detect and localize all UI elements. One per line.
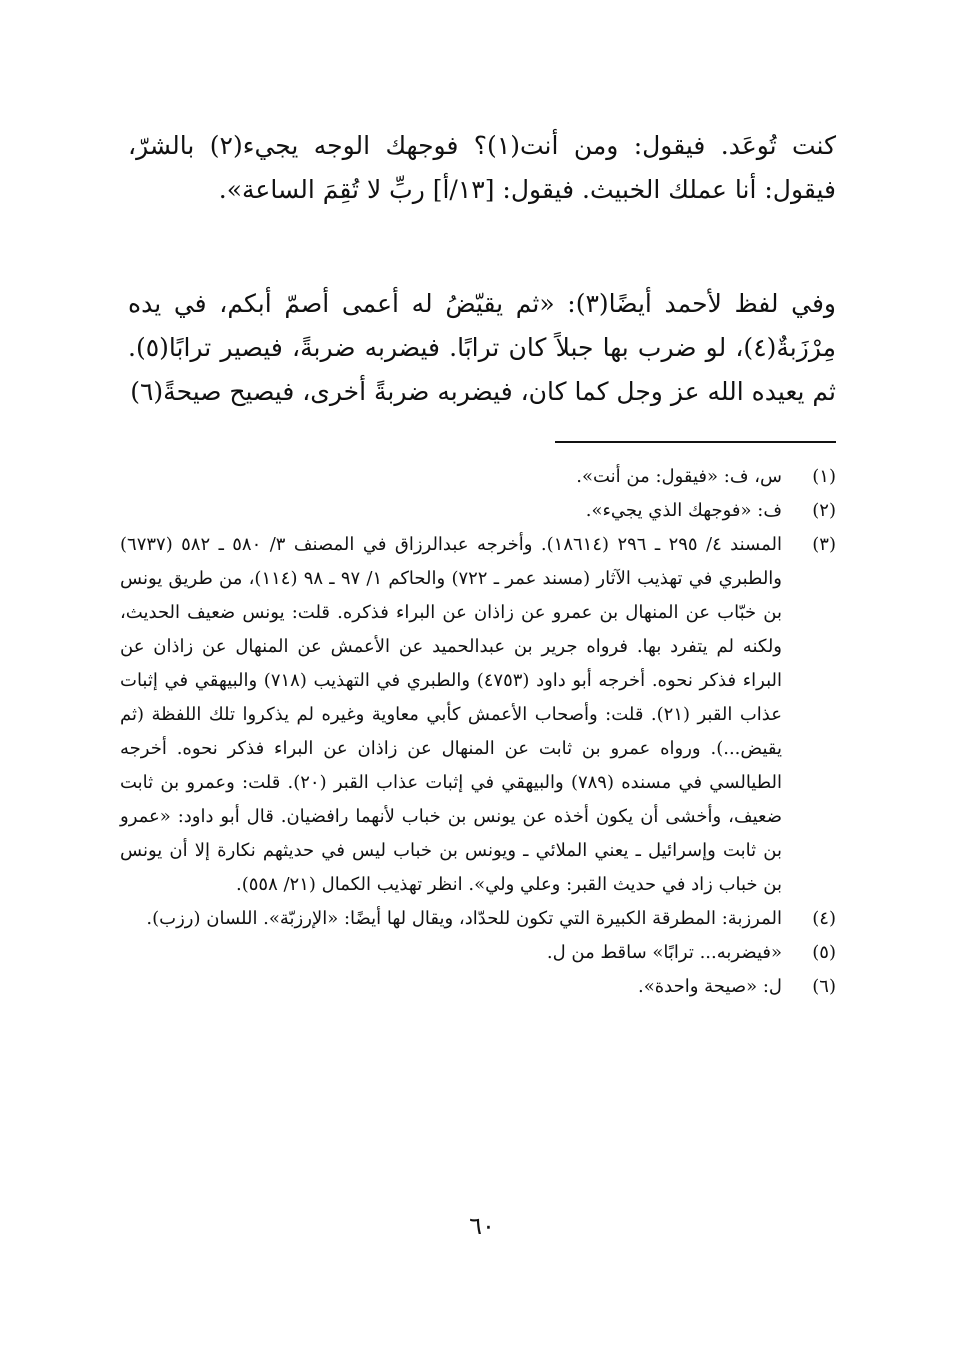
body-paragraph-1 — [128, 124, 836, 212]
footnote-number: (١) — [812, 466, 836, 487]
footnote-text: المرزبة: المطرقة الكبيرة التي تكون للحدّاد، ويقال لها أيضًا: «الإرزبّة». اللسان (رزب). — [146, 908, 782, 929]
body-paragraph-1-text: كنت تُوعَد. فيقول: ومن أنت(١)؟ فوجهك الوجه يجيء(٢) بالشرّ، فيقول: أنا عملك الخبيث. فيقول: [١٣/أ] ربِّ لا تُقِمَ الساعة». — [128, 131, 836, 204]
footnote-text: «فيضربه... ترابًا» ساقط من ل. — [546, 942, 782, 963]
footnote-2 — [120, 494, 836, 528]
footnote-6 — [120, 970, 836, 1004]
footnote-1 — [120, 460, 836, 494]
footnote-number: (٤) — [812, 908, 836, 929]
footnote-text: ف: «فوجهك الذي يجيء». — [585, 500, 782, 521]
footnotes — [120, 460, 836, 1004]
footnote-number: (٦) — [812, 976, 836, 997]
footnote-4 — [120, 902, 836, 936]
footnote-number: (٥) — [812, 942, 836, 963]
footnote-separator — [555, 441, 836, 443]
footnote-text: س، ف: «فيقول: من أنت». — [576, 466, 782, 487]
body-paragraph-2 — [128, 282, 836, 414]
footnote-5 — [120, 936, 836, 970]
body-paragraph-2-text: وفي لفظ لأحمد أيضًا(٣): «ثم يقيّضُ له أعمى أصمّ أبكم، في يده مِرْزَبةٌ(٤)، لو ضرب بها جبلاً كان ترابًا. فيضربه ضربةً، فيصير ترابًا(٥). ثم يعيده الله عز وجل كما كان، فيضربه ضربةً أخرى، فيصيح صيحةً(٦) — [128, 289, 836, 406]
footnote-number: (٣) — [812, 534, 836, 555]
footnote-number: (٢) — [812, 500, 836, 521]
page-number: ٦٠ — [469, 1212, 495, 1240]
footnote-text: المسند ٤/ ٢٩٥ ـ ٢٩٦ (١٨٦١٤). وأخرجه عبدالرزاق في المصنف ٣/ ٥٨٠ ـ ٥٨٢ (٦٧٣٧) والطبري في تهذيب الآثار (مسند عمر ـ ٧٢٢) والحاكم ١/ ٩٧ ـ ٩٨ (١١٤)، من طريق يونس بن خبّاب عن المنهال بن عمرو عن زاذان عن البراء فذكره. قلت: يونس ضعيف الحديث، ولكنه لم يتفرد بها. فرواه جرير بن عبدالحميد عن الأعمش عن المنهال عن زاذان عن البراء فذكر نحوه. أخرجه أبو داود (٤٧٥٣) والطبري في التهذيب (٧١٨) والبيهقي في إثبات عذاب القبر (٢١). قلت: وأصحاب الأعمش كأبي معاوية وغيره لم يذكروا تلك اللفظة (ثم يقيض...). ورواه عمرو بن ثابت عن المنهال عن زاذان عن البراء فذكر نحوه. أخرجه الطيالسي في مسنده (٧٨٩) والبيهقي في إثبات عذاب القبر (٢٠). قلت: وعمرو بن ثابت ضعيف، وأخشى أن يكون أخذه عن يونس بن خباب لأنهما رافضيان. قال أبو داود: «عمرو بن ثابت وإسرائيل ـ يعني الملائي ـ ويونس بن خباب ليس في حديثهم نكارة إلا أن يونس بن خباب زاد في حديث القبر: وعلي ولي». انظر تهذيب الكمال (٢١/ ٥٥٨). — [120, 534, 783, 895]
footnote-3 — [120, 528, 836, 902]
footnote-text: ل: «صيحة واحدة». — [637, 976, 782, 997]
